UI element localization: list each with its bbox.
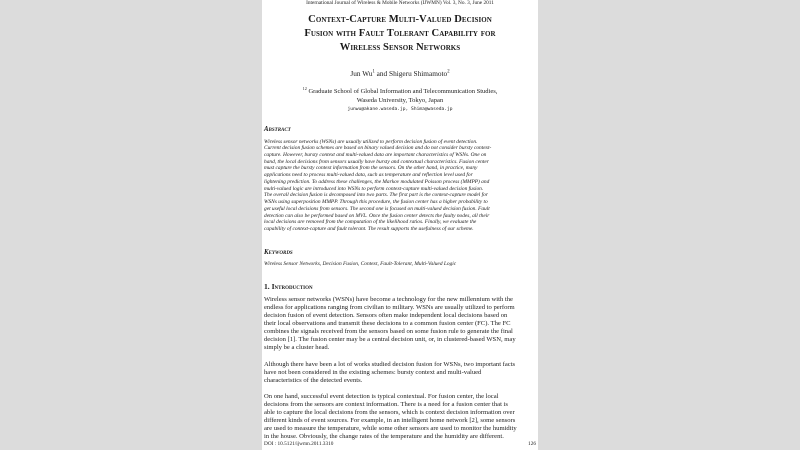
intro-para-3-line-1: On one hand, successful event detection is typical contextual. For fusion center, the local xyxy=(264,393,499,400)
abstract-line-2: Current decision fusion schemes are based on binary valued decision and do not consider bursty context- xyxy=(264,145,492,152)
paper-title-line-2: Fusion with Fault Tolerant Capability for xyxy=(304,28,496,39)
abstract-line-5: must capture the bursty context information from the sensors. On the other hand, in practice, many xyxy=(264,165,478,172)
abstract-line-14: capability of context-capture and fault tolerant. The result supports the usefulness of our scheme. xyxy=(264,226,474,233)
paper-page xyxy=(262,0,538,450)
abstract-line-9: The overall decision fusion is decomposed into two parts. The first part is the context-capture model for xyxy=(264,192,488,199)
paper-title-line-3: Wireless Sensor Networks xyxy=(339,42,461,53)
abstract-line-1: Wireless sensor networks (WSNs) are usually utilized to perform decision fusion of event detection. xyxy=(264,138,478,145)
author-1: Jun Wu xyxy=(350,69,373,78)
abstract-line-6: applications need to process multi-valued data, such as temperature and reflection level used for xyxy=(264,172,473,179)
introduction-heading: 1. Introduction xyxy=(264,282,313,291)
keywords-text: Wireless Sensor Networks, Decision Fusion, Context, Fault-Tolerant, Multi-Valued Logic xyxy=(264,261,457,267)
intro-para-1-line-7: simply be a cluster head. xyxy=(264,343,330,351)
page-footer xyxy=(264,441,536,448)
journal-header: International Journal of Wireless & Mobile Networks (IJWMN) Vol. 3, No. 3, June 2011 xyxy=(306,0,494,6)
keywords-heading: Keywords xyxy=(264,249,293,256)
abstract-line-10: WSNs using superposition MMPP. Through this procedure, the fusion center has a higher probability to xyxy=(264,199,488,206)
abstract-line-7: lightening prediction. To address these challenges, the Markov modulated Poisson process (MMPP) and xyxy=(264,178,490,185)
intro-para-1-line-6: decision [1]. The fusion center may be a central decision unit, or, in clustered-based WSN, may xyxy=(264,335,516,343)
author-2-affil-mark: 2 xyxy=(447,69,450,75)
abstract-line-11: get useful local decisions from sensors. The second one is focused on multi-valued decision fusion. Fault xyxy=(264,205,490,212)
abstract-line-12: detection can also be performed based on MVL. Once the fusion center detects the faulty nodes, all their xyxy=(264,212,490,219)
affiliation-text-1: Graduate School of Global Information and Telecommunication Studies, xyxy=(306,88,498,95)
intro-para-2-line-3: characteristics of the detected events. xyxy=(264,376,363,384)
abstract-line-3: capture. However, bursty context and multi-valued data are important characteristics of WSNs. One on xyxy=(264,151,487,158)
intro-para-1-line-3: decision fusion of event detection. Sensors often make independent local decisions based on xyxy=(264,311,508,319)
intro-para-1-line-1: Wireless sensor networks (WSNs) have become a technology for the new millennium with the xyxy=(264,296,513,303)
intro-para-1-line-4: their local observations and transmit these decisions to a common fusion center (FC). The FC xyxy=(264,319,511,327)
paper-title-line-1: Context-Capture Multi-Valued Decision xyxy=(308,14,492,25)
author-1-affil-mark: 1 xyxy=(372,69,375,75)
page-number: 126 xyxy=(528,441,536,447)
affiliation-line-2: Waseda University, Tokyo, Japan xyxy=(356,97,444,104)
intro-para-3-line-3: able to capture the local decisions from the sensors, which is context decision information over xyxy=(264,408,515,416)
intro-para-3-line-2: decisions from the sensors are context information. There is a need for a fusion center that is xyxy=(264,400,508,408)
authors-and: and xyxy=(374,69,390,78)
intro-para-1-line-2: endless for applications ranging from civilian to military. WSNs are usually utilized to perform xyxy=(264,303,515,311)
intro-para-1-line-5: combines the signals received from the sensors based on some fusion rule to generate the final xyxy=(264,327,513,335)
abstract-line-4: hand, the local decisions from sensors usually have bursty and contextual characteristics. Fusion center xyxy=(264,158,489,165)
intro-para-2-line-1: Although there have been a lot of works studied decision fusion for WSNs, two important facts xyxy=(264,361,516,368)
intro-para-3-line-6: in the house. Obviously, the change rates of the temperature and the humidity are different. xyxy=(264,432,504,440)
doi: DOI : 10.5121/ijwmn.2011.3310 xyxy=(264,441,334,447)
abstract-line-8: multi-valued logic are introduced into WSNs to perform context-capture multi-valued decision fusion. xyxy=(264,185,484,192)
abstract-line-13: local decisions are removed from the computation of the likelihood ratios. Finally, we evaluate the xyxy=(264,219,477,226)
author-2: Shigeru Shimamoto xyxy=(389,69,448,78)
authors xyxy=(262,69,538,78)
abstract-heading: Abstract xyxy=(264,126,291,133)
intro-para-2-line-2: have not been considered in the existing schemes: bursty context and multi-valued xyxy=(264,368,482,376)
author-emails: junwu@akane.waseda.jp, Shima@waseda.jp xyxy=(347,107,453,112)
intro-para-3-line-4: different kinds of event sources. For example, in an intelligent home network [2], some sensors xyxy=(264,416,516,424)
affiliation-mark: 12 xyxy=(302,85,307,91)
intro-para-3-line-5: are used to measure the temperature, while some other sensors are used to monitor the humidity xyxy=(264,424,517,432)
affiliation-line-1 xyxy=(262,85,538,97)
